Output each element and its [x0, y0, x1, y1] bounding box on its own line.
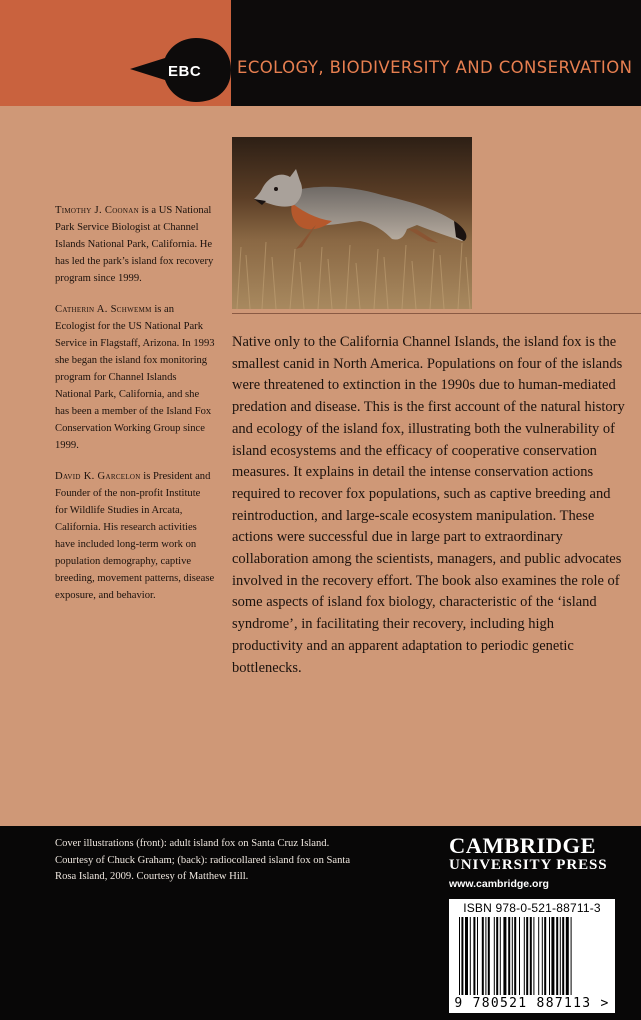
book-description: Native only to the California Channel Islands, the island fox is the smallest canid in North America. Populations on four of the islands were threatened to extinction in the 1990s due to human-mediated predation and disease. This is the first account of the natural history and ecology of the island fox, illustrating both the vulnerability of island ecosystems and the efficacy of cooperative conservation measures. It explains in detail the intense conservation actions required to recover fox populations, such as captive breeding and reintroduction, and large-scale ecosystem manipulation. These actions were successful due in large part to extraordinary collaboration among the scientists, managers, and public advocates involved in the recovery effort. The book also examines the role of some aspects of island fox biology, characteristic of the ‘island syndrome’, in facilitating their recovery, including high productivity and an apparent adaptation to periodic genetic bottlenecks. [232, 334, 625, 676]
logo-text: EBC [168, 63, 202, 80]
publisher-logo [449, 834, 629, 890]
author-bio-text: is a US National Park Service Biologist at Channel Islands National Park, California. He has led the park’s island fox recovery program since 1999. [55, 205, 214, 284]
author-name: Timothy J. Coonan [55, 205, 139, 216]
publisher-name: CAMBRIDGE [449, 833, 597, 858]
author-name: David K. Garcelon [55, 471, 141, 482]
author-bio-text: is President and Founder of the non-profit Institute for Wildlife Studies in Arcata, California. His research activities have included long-term work on population demography, captive breeding, movement patterns, disease exposure, and behavior. [55, 471, 215, 601]
header-title-block [231, 0, 641, 106]
publisher-url: www.cambridge.org [449, 878, 549, 890]
back-cover-footer [0, 826, 641, 1020]
series-title: ECOLOGY, BIODIVERSITY AND CONSERVATION [237, 58, 633, 77]
running-fox-photo [232, 137, 472, 309]
isbn-barcode [449, 899, 615, 1013]
author-bio-text: is an Ecologist for the US National Park Service in Flagstaff, Arizona. In 1993 she began the island fox monitoring program for Channel Islands National Park, California, and she has been a member of the Island Fox Conservation Working Group since 1999. [55, 304, 215, 451]
cover-credits: Cover illustrations (front): adult island fox on Santa Cruz Island. Courtesy of Chuck Graham; (back): radiocollared island fox on Santa Rosa Island, 2009. Courtesy of Matthew Hill. [55, 838, 351, 882]
series-header [0, 0, 641, 106]
author-bio [55, 301, 215, 454]
author-bio [55, 468, 215, 604]
divider-line [232, 313, 641, 314]
author-bios [55, 202, 215, 618]
author-name: Catherin A. Schwemm [55, 304, 152, 315]
ebc-logo [130, 38, 231, 108]
publisher-press: UNIVERSITY PRESS [449, 857, 608, 873]
barcode-digits: 9 780521 887113 > [454, 996, 610, 1011]
isbn-number: ISBN 978-0-521-88711-3 [463, 901, 601, 915]
author-bio [55, 202, 215, 287]
barcode-icon [459, 917, 605, 995]
